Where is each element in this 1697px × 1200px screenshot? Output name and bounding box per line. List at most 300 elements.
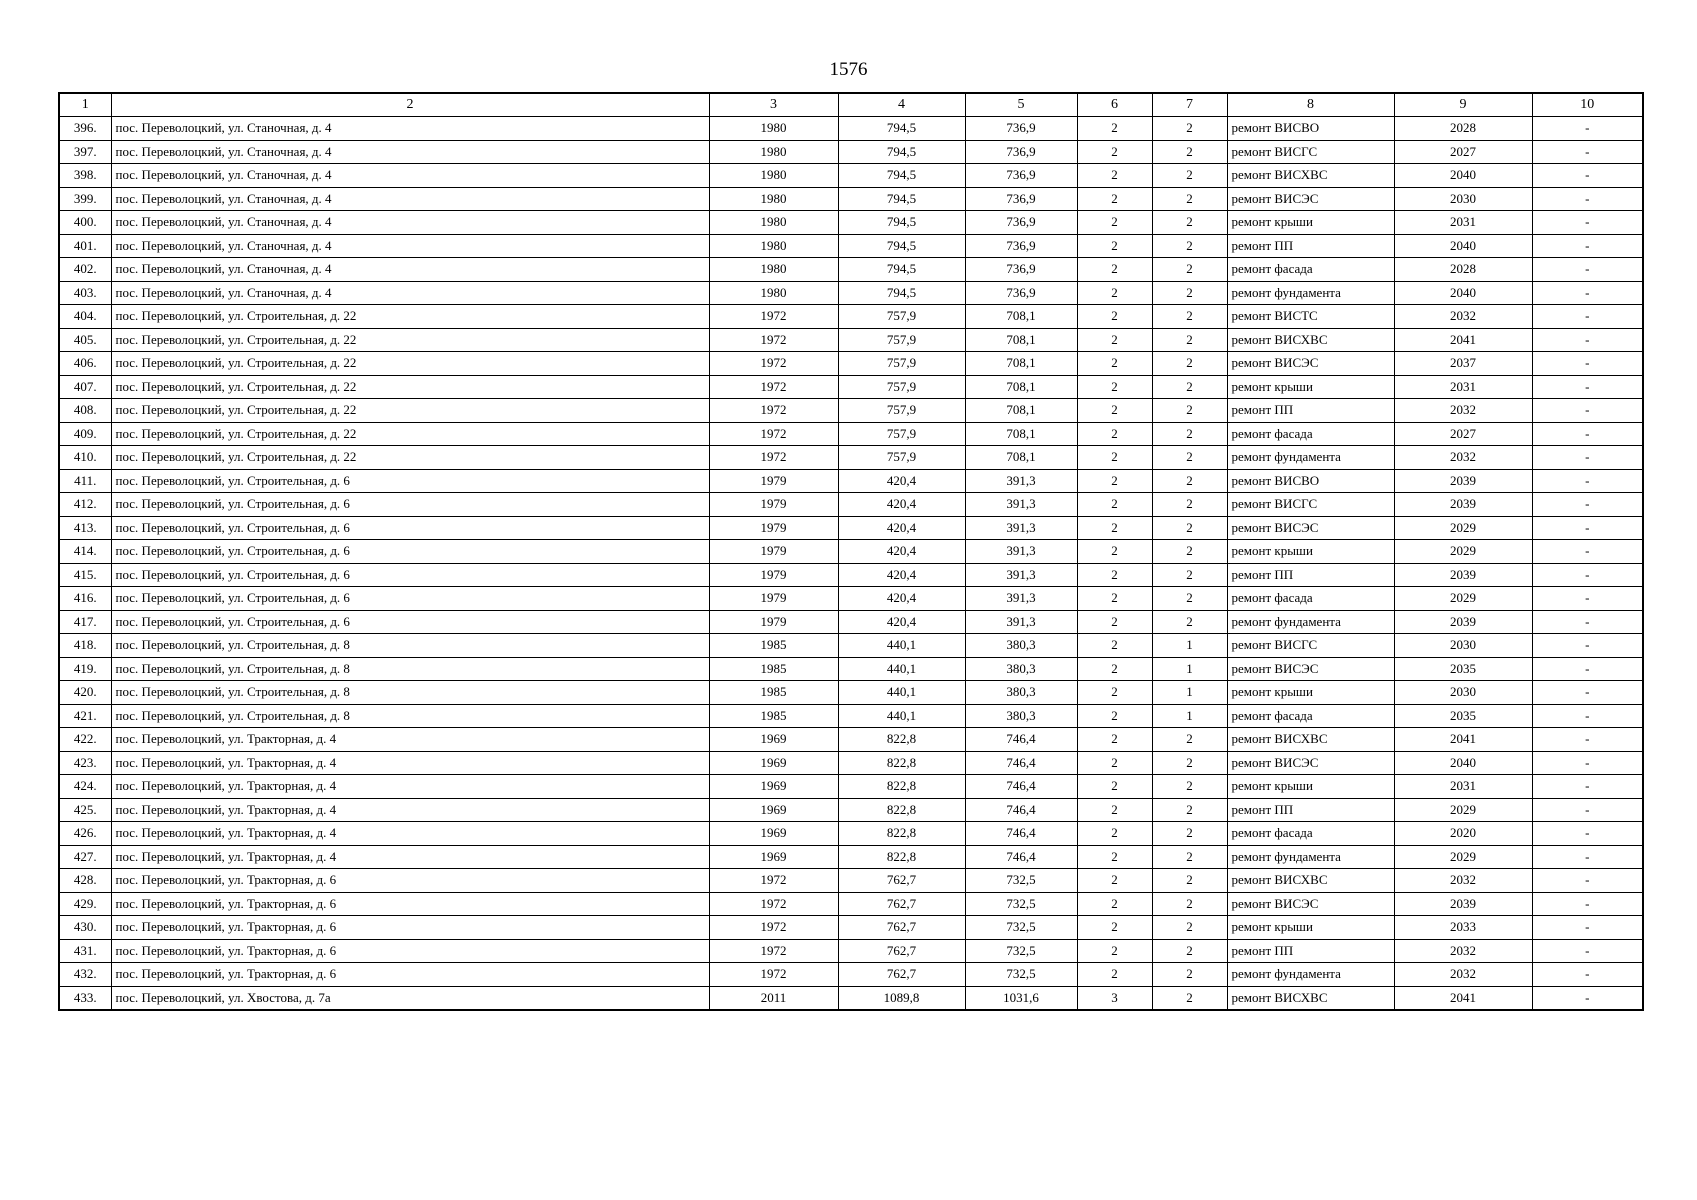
table-row <box>59 798 1643 822</box>
cell-note: - <box>1532 986 1643 1010</box>
cell-address: пос. Переволоцкий, ул. Строительная, д. 22 <box>111 446 709 470</box>
cell-row-number: 421. <box>59 704 111 728</box>
column-header: 10 <box>1532 93 1643 117</box>
cell-year-built: 1969 <box>709 845 838 869</box>
cell-year-built: 1969 <box>709 751 838 775</box>
cell-total-area: 420,4 <box>838 540 965 564</box>
cell-year-built: 1972 <box>709 869 838 893</box>
table-row <box>59 328 1643 352</box>
cell-note: - <box>1532 234 1643 258</box>
cell-entrances: 2 <box>1152 328 1227 352</box>
cell-note: - <box>1532 775 1643 799</box>
cell-address: пос. Переволоцкий, ул. Строительная, д. 6 <box>111 493 709 517</box>
cell-living-area: 708,1 <box>965 352 1077 376</box>
cell-year-built: 1972 <box>709 422 838 446</box>
cell-living-area: 708,1 <box>965 399 1077 423</box>
cell-total-area: 822,8 <box>838 775 965 799</box>
cell-address: пос. Переволоцкий, ул. Строительная, д. 22 <box>111 305 709 329</box>
cell-row-number: 432. <box>59 963 111 987</box>
cell-address: пос. Переволоцкий, ул. Тракторная, д. 6 <box>111 916 709 940</box>
cell-entrances: 2 <box>1152 939 1227 963</box>
cell-living-area: 391,3 <box>965 563 1077 587</box>
cell-living-area: 732,5 <box>965 939 1077 963</box>
cell-address: пос. Переволоцкий, ул. Строительная, д. 8 <box>111 657 709 681</box>
cell-work-type: ремонт фасада <box>1227 822 1394 846</box>
cell-work-type: ремонт ВИСХВС <box>1227 728 1394 752</box>
cell-total-area: 822,8 <box>838 751 965 775</box>
cell-year-built: 1972 <box>709 375 838 399</box>
cell-year-built: 1972 <box>709 446 838 470</box>
cell-row-number: 431. <box>59 939 111 963</box>
cell-total-area: 822,8 <box>838 822 965 846</box>
cell-work-type: ремонт ВИСВО <box>1227 469 1394 493</box>
cell-entrances: 2 <box>1152 187 1227 211</box>
table-row <box>59 751 1643 775</box>
cell-note: - <box>1532 328 1643 352</box>
cell-living-area: 391,3 <box>965 540 1077 564</box>
cell-floors: 2 <box>1077 728 1152 752</box>
cell-note: - <box>1532 845 1643 869</box>
cell-year-built: 1979 <box>709 610 838 634</box>
cell-entrances: 2 <box>1152 563 1227 587</box>
cell-entrances: 1 <box>1152 681 1227 705</box>
table-row <box>59 446 1643 470</box>
cell-row-number: 426. <box>59 822 111 846</box>
cell-work-type: ремонт фундамента <box>1227 446 1394 470</box>
cell-work-type: ремонт ВИСЭС <box>1227 352 1394 376</box>
cell-address: пос. Переволоцкий, ул. Строительная, д. 6 <box>111 563 709 587</box>
cell-year-built: 1972 <box>709 892 838 916</box>
table-row <box>59 704 1643 728</box>
cell-year-built: 1972 <box>709 399 838 423</box>
cell-entrances: 2 <box>1152 281 1227 305</box>
cell-work-type: ремонт фундамента <box>1227 845 1394 869</box>
cell-address: пос. Переволоцкий, ул. Станочная, д. 4 <box>111 211 709 235</box>
cell-work-type: ремонт ВИСЭС <box>1227 751 1394 775</box>
cell-note: - <box>1532 892 1643 916</box>
cell-year-built: 1979 <box>709 587 838 611</box>
cell-year-built: 1972 <box>709 305 838 329</box>
cell-row-number: 414. <box>59 540 111 564</box>
cell-total-area: 762,7 <box>838 963 965 987</box>
cell-row-number: 398. <box>59 164 111 188</box>
cell-total-area: 794,5 <box>838 187 965 211</box>
cell-planned-year: 2030 <box>1394 681 1532 705</box>
table-row <box>59 117 1643 141</box>
cell-total-area: 757,9 <box>838 446 965 470</box>
cell-row-number: 396. <box>59 117 111 141</box>
cell-year-built: 1972 <box>709 939 838 963</box>
cell-floors: 2 <box>1077 587 1152 611</box>
cell-floors: 2 <box>1077 258 1152 282</box>
cell-planned-year: 2032 <box>1394 963 1532 987</box>
cell-year-built: 1979 <box>709 469 838 493</box>
cell-work-type: ремонт фасада <box>1227 258 1394 282</box>
cell-work-type: ремонт крыши <box>1227 540 1394 564</box>
cell-note: - <box>1532 869 1643 893</box>
cell-planned-year: 2039 <box>1394 493 1532 517</box>
table-row <box>59 963 1643 987</box>
cell-note: - <box>1532 187 1643 211</box>
cell-living-area: 391,3 <box>965 493 1077 517</box>
cell-year-built: 1980 <box>709 117 838 141</box>
cell-row-number: 406. <box>59 352 111 376</box>
cell-work-type: ремонт ВИСГС <box>1227 493 1394 517</box>
cell-planned-year: 2032 <box>1394 399 1532 423</box>
cell-note: - <box>1532 657 1643 681</box>
cell-work-type: ремонт фасада <box>1227 422 1394 446</box>
column-header: 1 <box>59 93 111 117</box>
cell-total-area: 1089,8 <box>838 986 965 1010</box>
table-row <box>59 399 1643 423</box>
cell-entrances: 2 <box>1152 798 1227 822</box>
table-row <box>59 469 1643 493</box>
cell-entrances: 2 <box>1152 986 1227 1010</box>
cell-living-area: 746,4 <box>965 798 1077 822</box>
cell-work-type: ремонт ВИСХВС <box>1227 986 1394 1010</box>
cell-planned-year: 2040 <box>1394 234 1532 258</box>
cell-work-type: ремонт ВИСЭС <box>1227 187 1394 211</box>
cell-address: пос. Переволоцкий, ул. Строительная, д. 6 <box>111 540 709 564</box>
cell-year-built: 1979 <box>709 516 838 540</box>
table-row <box>59 187 1643 211</box>
column-header: 3 <box>709 93 838 117</box>
cell-note: - <box>1532 728 1643 752</box>
cell-address: пос. Переволоцкий, ул. Строительная, д. 6 <box>111 587 709 611</box>
cell-total-area: 794,5 <box>838 211 965 235</box>
cell-living-area: 708,1 <box>965 305 1077 329</box>
cell-planned-year: 2032 <box>1394 939 1532 963</box>
cell-floors: 2 <box>1077 563 1152 587</box>
table-header-row <box>59 93 1643 117</box>
cell-work-type: ремонт ПП <box>1227 798 1394 822</box>
cell-row-number: 404. <box>59 305 111 329</box>
cell-address: пос. Переволоцкий, ул. Тракторная, д. 4 <box>111 822 709 846</box>
cell-address: пос. Переволоцкий, ул. Станочная, д. 4 <box>111 164 709 188</box>
cell-living-area: 736,9 <box>965 164 1077 188</box>
cell-work-type: ремонт ВИСГС <box>1227 634 1394 658</box>
table-row <box>59 352 1643 376</box>
cell-address: пос. Переволоцкий, ул. Станочная, д. 4 <box>111 140 709 164</box>
cell-address: пос. Переволоцкий, ул. Станочная, д. 4 <box>111 187 709 211</box>
cell-floors: 2 <box>1077 140 1152 164</box>
cell-row-number: 405. <box>59 328 111 352</box>
cell-total-area: 757,9 <box>838 352 965 376</box>
cell-work-type: ремонт фасада <box>1227 587 1394 611</box>
cell-address: пос. Переволоцкий, ул. Строительная, д. 8 <box>111 634 709 658</box>
cell-planned-year: 2031 <box>1394 375 1532 399</box>
cell-total-area: 757,9 <box>838 328 965 352</box>
cell-planned-year: 2029 <box>1394 845 1532 869</box>
cell-total-area: 794,5 <box>838 164 965 188</box>
cell-note: - <box>1532 352 1643 376</box>
cell-floors: 2 <box>1077 493 1152 517</box>
cell-note: - <box>1532 375 1643 399</box>
cell-living-area: 736,9 <box>965 211 1077 235</box>
cell-entrances: 2 <box>1152 493 1227 517</box>
cell-planned-year: 2037 <box>1394 352 1532 376</box>
table-row <box>59 587 1643 611</box>
cell-total-area: 794,5 <box>838 281 965 305</box>
cell-floors: 2 <box>1077 234 1152 258</box>
cell-planned-year: 2040 <box>1394 281 1532 305</box>
cell-note: - <box>1532 963 1643 987</box>
cell-total-area: 822,8 <box>838 845 965 869</box>
cell-planned-year: 2039 <box>1394 892 1532 916</box>
cell-row-number: 418. <box>59 634 111 658</box>
cell-work-type: ремонт ПП <box>1227 399 1394 423</box>
cell-address: пос. Переволоцкий, ул. Строительная, д. 6 <box>111 469 709 493</box>
cell-living-area: 380,3 <box>965 634 1077 658</box>
cell-work-type: ремонт ВИСВО <box>1227 117 1394 141</box>
cell-planned-year: 2032 <box>1394 869 1532 893</box>
cell-work-type: ремонт крыши <box>1227 916 1394 940</box>
cell-floors: 2 <box>1077 822 1152 846</box>
cell-note: - <box>1532 563 1643 587</box>
cell-address: пос. Переволоцкий, ул. Строительная, д. 8 <box>111 704 709 728</box>
cell-work-type: ремонт ВИСЭС <box>1227 892 1394 916</box>
cell-total-area: 822,8 <box>838 798 965 822</box>
cell-year-built: 1979 <box>709 493 838 517</box>
table-row <box>59 258 1643 282</box>
cell-entrances: 2 <box>1152 516 1227 540</box>
cell-total-area: 757,9 <box>838 375 965 399</box>
cell-living-area: 746,4 <box>965 728 1077 752</box>
cell-work-type: ремонт ПП <box>1227 234 1394 258</box>
cell-year-built: 2011 <box>709 986 838 1010</box>
cell-address: пос. Переволоцкий, ул. Тракторная, д. 4 <box>111 775 709 799</box>
cell-entrances: 2 <box>1152 963 1227 987</box>
cell-note: - <box>1532 493 1643 517</box>
cell-floors: 2 <box>1077 634 1152 658</box>
cell-floors: 3 <box>1077 986 1152 1010</box>
cell-living-area: 746,4 <box>965 845 1077 869</box>
cell-row-number: 427. <box>59 845 111 869</box>
registry-table <box>58 92 1644 1011</box>
cell-planned-year: 2029 <box>1394 516 1532 540</box>
cell-year-built: 1985 <box>709 681 838 705</box>
cell-floors: 2 <box>1077 540 1152 564</box>
cell-year-built: 1985 <box>709 704 838 728</box>
cell-address: пос. Переволоцкий, ул. Строительная, д. 22 <box>111 352 709 376</box>
cell-row-number: 430. <box>59 916 111 940</box>
cell-living-area: 708,1 <box>965 446 1077 470</box>
cell-floors: 2 <box>1077 798 1152 822</box>
cell-total-area: 440,1 <box>838 704 965 728</box>
cell-work-type: ремонт фундамента <box>1227 281 1394 305</box>
table-row <box>59 211 1643 235</box>
cell-row-number: 403. <box>59 281 111 305</box>
cell-work-type: ремонт крыши <box>1227 375 1394 399</box>
cell-address: пос. Переволоцкий, ул. Станочная, д. 4 <box>111 281 709 305</box>
cell-note: - <box>1532 751 1643 775</box>
cell-floors: 2 <box>1077 164 1152 188</box>
cell-entrances: 2 <box>1152 869 1227 893</box>
cell-total-area: 420,4 <box>838 493 965 517</box>
cell-living-area: 391,3 <box>965 469 1077 493</box>
cell-address: пос. Переволоцкий, ул. Тракторная, д. 4 <box>111 728 709 752</box>
cell-note: - <box>1532 939 1643 963</box>
column-header: 5 <box>965 93 1077 117</box>
cell-work-type: ремонт ВИСГС <box>1227 140 1394 164</box>
cell-planned-year: 2020 <box>1394 822 1532 846</box>
cell-year-built: 1969 <box>709 775 838 799</box>
cell-work-type: ремонт фасада <box>1227 704 1394 728</box>
table-row <box>59 916 1643 940</box>
cell-year-built: 1980 <box>709 211 838 235</box>
cell-floors: 2 <box>1077 657 1152 681</box>
cell-planned-year: 2029 <box>1394 798 1532 822</box>
cell-note: - <box>1532 798 1643 822</box>
cell-planned-year: 2035 <box>1394 704 1532 728</box>
cell-floors: 2 <box>1077 916 1152 940</box>
cell-living-area: 391,3 <box>965 610 1077 634</box>
cell-total-area: 762,7 <box>838 892 965 916</box>
cell-entrances: 2 <box>1152 469 1227 493</box>
cell-address: пос. Переволоцкий, ул. Тракторная, д. 6 <box>111 869 709 893</box>
cell-entrances: 2 <box>1152 610 1227 634</box>
cell-entrances: 1 <box>1152 704 1227 728</box>
cell-address: пос. Переволоцкий, ул. Тракторная, д. 4 <box>111 798 709 822</box>
cell-total-area: 794,5 <box>838 117 965 141</box>
column-header: 8 <box>1227 93 1394 117</box>
cell-living-area: 732,5 <box>965 869 1077 893</box>
cell-planned-year: 2027 <box>1394 422 1532 446</box>
cell-address: пос. Переволоцкий, ул. Тракторная, д. 4 <box>111 845 709 869</box>
cell-total-area: 420,4 <box>838 469 965 493</box>
cell-total-area: 794,5 <box>838 140 965 164</box>
cell-planned-year: 2028 <box>1394 117 1532 141</box>
cell-living-area: 391,3 <box>965 587 1077 611</box>
cell-floors: 2 <box>1077 681 1152 705</box>
cell-address: пос. Переволоцкий, ул. Станочная, д. 4 <box>111 234 709 258</box>
cell-floors: 2 <box>1077 446 1152 470</box>
table-row <box>59 493 1643 517</box>
cell-row-number: 425. <box>59 798 111 822</box>
cell-total-area: 757,9 <box>838 399 965 423</box>
cell-total-area: 757,9 <box>838 422 965 446</box>
cell-work-type: ремонт крыши <box>1227 775 1394 799</box>
cell-row-number: 419. <box>59 657 111 681</box>
cell-row-number: 409. <box>59 422 111 446</box>
cell-floors: 2 <box>1077 422 1152 446</box>
cell-living-area: 736,9 <box>965 258 1077 282</box>
cell-entrances: 2 <box>1152 422 1227 446</box>
cell-note: - <box>1532 399 1643 423</box>
cell-row-number: 402. <box>59 258 111 282</box>
cell-note: - <box>1532 587 1643 611</box>
cell-planned-year: 2041 <box>1394 728 1532 752</box>
table-row <box>59 892 1643 916</box>
cell-row-number: 400. <box>59 211 111 235</box>
cell-row-number: 433. <box>59 986 111 1010</box>
cell-entrances: 2 <box>1152 751 1227 775</box>
cell-living-area: 746,4 <box>965 775 1077 799</box>
cell-entrances: 2 <box>1152 117 1227 141</box>
cell-planned-year: 2041 <box>1394 986 1532 1010</box>
cell-year-built: 1979 <box>709 563 838 587</box>
cell-address: пос. Переволоцкий, ул. Хвостова, д. 7а <box>111 986 709 1010</box>
cell-year-built: 1969 <box>709 822 838 846</box>
cell-note: - <box>1532 822 1643 846</box>
cell-living-area: 736,9 <box>965 140 1077 164</box>
table-row <box>59 869 1643 893</box>
cell-living-area: 380,3 <box>965 657 1077 681</box>
cell-total-area: 762,7 <box>838 939 965 963</box>
cell-year-built: 1969 <box>709 728 838 752</box>
cell-row-number: 407. <box>59 375 111 399</box>
cell-planned-year: 2031 <box>1394 211 1532 235</box>
cell-address: пос. Переволоцкий, ул. Строительная, д. 22 <box>111 399 709 423</box>
cell-planned-year: 2028 <box>1394 258 1532 282</box>
cell-address: пос. Переволоцкий, ул. Строительная, д. 22 <box>111 422 709 446</box>
cell-total-area: 794,5 <box>838 258 965 282</box>
cell-note: - <box>1532 704 1643 728</box>
cell-address: пос. Переволоцкий, ул. Тракторная, д. 6 <box>111 892 709 916</box>
cell-address: пос. Переволоцкий, ул. Строительная, д. 6 <box>111 516 709 540</box>
cell-planned-year: 2035 <box>1394 657 1532 681</box>
cell-row-number: 408. <box>59 399 111 423</box>
cell-address: пос. Переволоцкий, ул. Тракторная, д. 6 <box>111 939 709 963</box>
cell-address: пос. Переволоцкий, ул. Строительная, д. 22 <box>111 375 709 399</box>
cell-living-area: 736,9 <box>965 117 1077 141</box>
cell-total-area: 440,1 <box>838 681 965 705</box>
cell-note: - <box>1532 305 1643 329</box>
cell-planned-year: 2030 <box>1394 634 1532 658</box>
cell-row-number: 420. <box>59 681 111 705</box>
cell-note: - <box>1532 258 1643 282</box>
cell-address: пос. Переволоцкий, ул. Строительная, д. 8 <box>111 681 709 705</box>
column-header: 6 <box>1077 93 1152 117</box>
table-row <box>59 422 1643 446</box>
cell-year-built: 1972 <box>709 328 838 352</box>
cell-year-built: 1972 <box>709 352 838 376</box>
cell-living-area: 746,4 <box>965 822 1077 846</box>
cell-year-built: 1980 <box>709 164 838 188</box>
cell-floors: 2 <box>1077 751 1152 775</box>
cell-address: пос. Переволоцкий, ул. Станочная, д. 4 <box>111 117 709 141</box>
cell-planned-year: 2032 <box>1394 305 1532 329</box>
cell-floors: 2 <box>1077 869 1152 893</box>
table-row <box>59 986 1643 1010</box>
cell-floors: 2 <box>1077 352 1152 376</box>
cell-address: пос. Переволоцкий, ул. Строительная, д. 6 <box>111 610 709 634</box>
cell-living-area: 736,9 <box>965 234 1077 258</box>
cell-floors: 2 <box>1077 892 1152 916</box>
cell-row-number: 423. <box>59 751 111 775</box>
cell-living-area: 732,5 <box>965 963 1077 987</box>
cell-living-area: 708,1 <box>965 422 1077 446</box>
cell-work-type: ремонт крыши <box>1227 211 1394 235</box>
column-header: 2 <box>111 93 709 117</box>
cell-year-built: 1969 <box>709 798 838 822</box>
cell-work-type: ремонт ВИСЭС <box>1227 657 1394 681</box>
table-row <box>59 775 1643 799</box>
cell-year-built: 1985 <box>709 634 838 658</box>
cell-year-built: 1980 <box>709 258 838 282</box>
cell-total-area: 762,7 <box>838 916 965 940</box>
table-row <box>59 305 1643 329</box>
table-row <box>59 822 1643 846</box>
cell-row-number: 429. <box>59 892 111 916</box>
cell-note: - <box>1532 117 1643 141</box>
cell-total-area: 420,4 <box>838 610 965 634</box>
table-row <box>59 516 1643 540</box>
cell-floors: 2 <box>1077 939 1152 963</box>
cell-floors: 2 <box>1077 211 1152 235</box>
cell-living-area: 708,1 <box>965 328 1077 352</box>
cell-living-area: 746,4 <box>965 751 1077 775</box>
